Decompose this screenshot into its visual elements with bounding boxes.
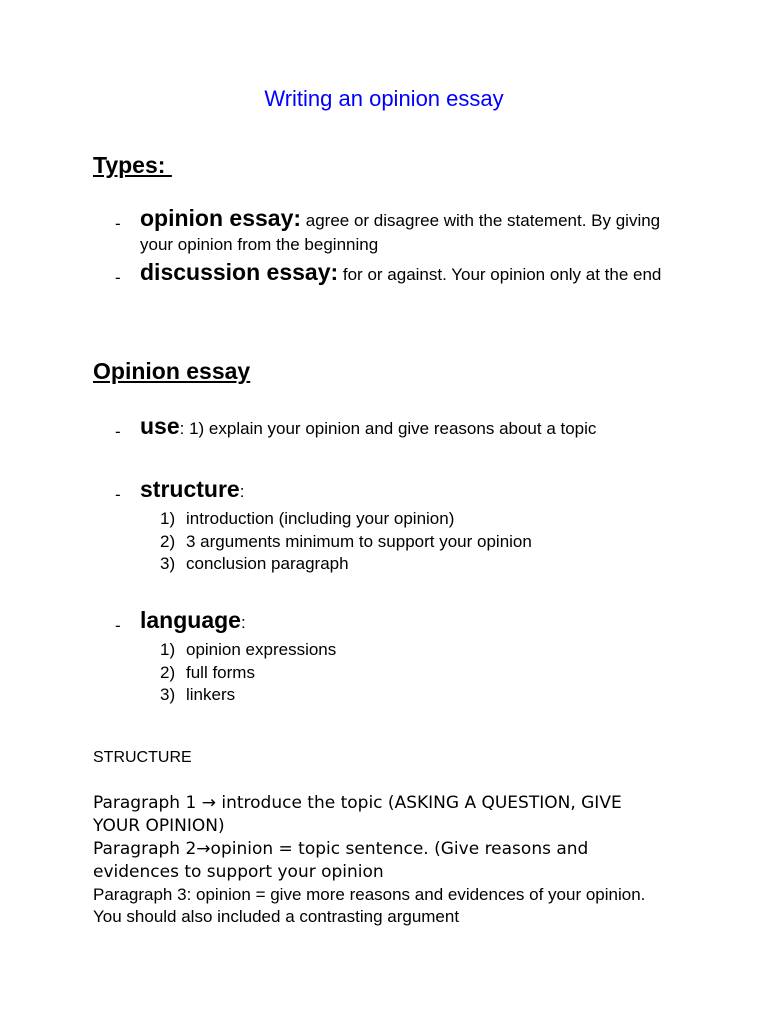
list-text: conclusion paragraph (186, 554, 349, 573)
list-text: opinion expressions (186, 640, 337, 659)
bullet-body (140, 206, 680, 257)
list-item (115, 206, 675, 258)
bullet-body (140, 260, 680, 287)
language-item (115, 608, 675, 638)
list-text: 3 arguments minimum to support your opinion (186, 531, 532, 551)
bullet-body (140, 608, 680, 635)
document-title: Writing an opinion essay (264, 86, 504, 111)
use-description: : 1) explain your opinion and give reasons about a topic (179, 419, 597, 438)
list-item (160, 639, 336, 662)
use-term: use (140, 413, 180, 439)
paragraph-2-text: Paragraph 2→opinion = topic sentence. (Give reasons and evidences to support your opinion (93, 839, 589, 882)
list-item (160, 531, 532, 554)
list-number: 3) (160, 554, 176, 573)
structure-item (115, 477, 675, 507)
opinion-essay-heading: Opinion essay (93, 358, 251, 384)
list-number: 1) (160, 640, 176, 659)
list-number: 2) (160, 662, 176, 682)
opinion-essay-description: agree or disagree with the statement. By giving your opinion from the beginning (140, 211, 661, 254)
discussion-essay-term: discussion essay: (140, 259, 339, 285)
bullet-dash: - (115, 422, 121, 441)
paragraph-1-text: Paragraph 1 → introduce the topic (ASKING A QUESTION, GIVE YOUR OPINION) (93, 793, 622, 836)
structure-list (160, 508, 532, 576)
list-item (115, 260, 675, 312)
list-item (160, 662, 336, 685)
list-text: full forms (186, 662, 255, 682)
list-item (160, 508, 532, 531)
bullet-body (140, 477, 680, 504)
list-text: linkers (186, 685, 236, 704)
bullet-dash: - (115, 485, 121, 504)
bullet-body (140, 414, 680, 441)
bullet-dash: - (115, 214, 121, 233)
language-list (160, 639, 336, 707)
list-text: introduction (including your opinion) (186, 509, 455, 528)
language-term: language (140, 607, 241, 633)
use-item (115, 414, 675, 444)
discussion-essay-description: for or against. Your opinion only at the end (338, 265, 662, 284)
language-colon: : (240, 613, 246, 632)
paragraph-3-text: Paragraph 3: opinion = give more reasons and evidences of your opinion. You should also included a contrasting argument (93, 885, 646, 926)
list-number: 2) (160, 531, 176, 551)
list-number: 3) (160, 685, 176, 704)
list-number: 1) (160, 509, 176, 528)
structure-caps-label: STRUCTURE (93, 749, 192, 766)
list-item (160, 553, 532, 576)
bullet-dash: - (115, 268, 121, 287)
list-item (160, 684, 336, 707)
structure-colon: : (239, 482, 245, 501)
structure-term: structure (140, 476, 240, 502)
bullet-dash: - (115, 616, 121, 635)
opinion-essay-term: opinion essay: (140, 205, 302, 231)
types-heading: Types: (93, 152, 172, 178)
